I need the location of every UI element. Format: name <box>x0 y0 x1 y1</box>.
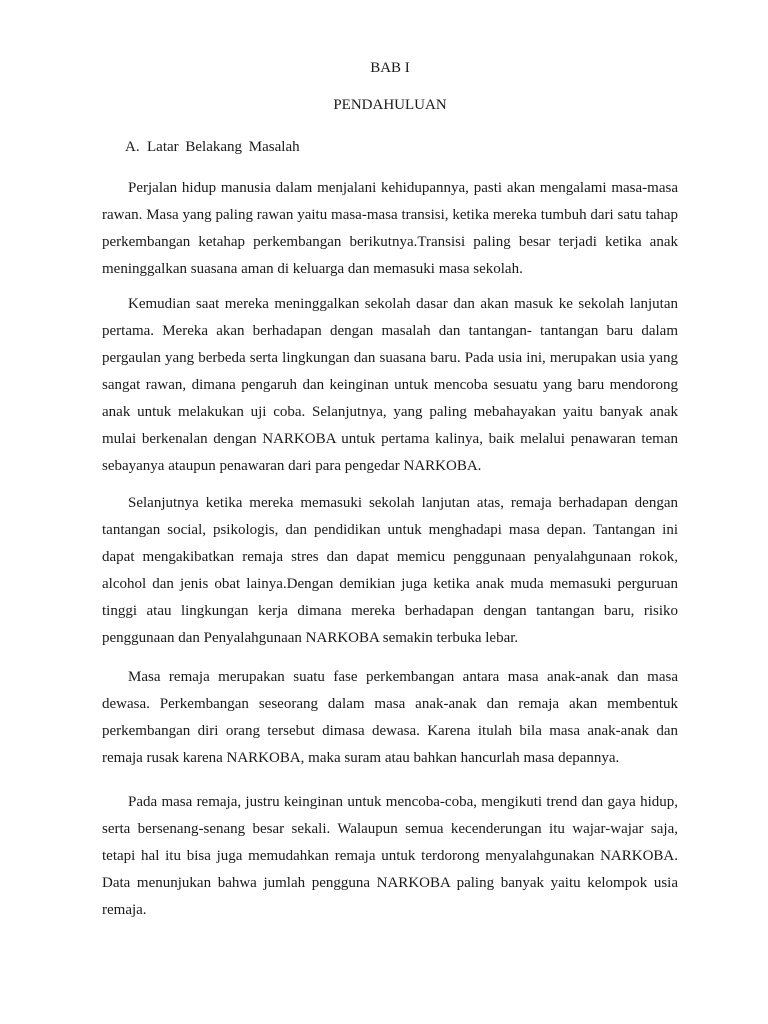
chapter-number: BAB I <box>370 60 410 76</box>
chapter-title: PENDAHULUAN <box>333 97 447 113</box>
paragraph: Masa remaja merupakan suatu fase perkembangan antara masa anak-anak dan masa dewasa. Perkembangan seseorang dalam masa anak-anak dan remaja akan membentuk perkembangan diri orang tersebut dimasa dewasa. Karena itulah bila masa anak-anak dan remaja rusak karena NARKOBA, maka suram atau bahkan hancurlah masa depannya. <box>102 669 678 766</box>
section-marker: A. <box>125 139 140 155</box>
paragraph-2-block <box>102 291 678 480</box>
section-heading <box>125 137 300 157</box>
paragraph: Selanjutnya ketika mereka memasuki sekolah lanjutan atas, remaja berhadapan dengan tantangan social, psikologis, dan pendidikan untuk menghadapi masa depan. Tantangan ini dapat mengakibatkan remaja stres dan dapat memicu penggunaan penyalahgunaan rokok, alcohol dan jenis obat lainya.Dengan demikian juga ketika anak muda memasuki perguruan tinggi atau lingkungan kerja dimana mereka berhadapan dengan tantangan baru, risiko penggunaan dan Penyalahgunaan NARKOBA semakin terbuka lebar. <box>102 495 678 646</box>
paragraph-4-block <box>102 664 678 772</box>
paragraph-1-block <box>102 175 678 283</box>
paragraph-3-block <box>102 490 678 652</box>
paragraph: Pada masa remaja, justru keinginan untuk mencoba-coba, mengikuti trend dan gaya hidup, serta bersenang-senang besar sekali. Walaupun semua kecenderungan itu wajar-wajar saja, tetapi hal itu bisa juga memudahkan remaja untuk terdorong menyalahgunakan NARKOBA. Data menunjukan bahwa jumlah pengguna NARKOBA paling banyak yaitu kelompok usia remaja. <box>102 794 678 918</box>
section-title: Latar Belakang Masalah <box>147 139 300 155</box>
paragraph: Perjalan hidup manusia dalam menjalani kehidupannya, pasti akan mengalami masa-masa rawan. Masa yang paling rawan yaitu masa-masa transisi, ketika mereka tumbuh dari satu tahap perkembangan ketahap perkembangan berikutnya.Transisi paling besar terjadi ketika anak meninggalkan suasana aman di keluarga dan memasuki masa sekolah. <box>102 180 678 277</box>
paragraph-5-block <box>102 789 678 924</box>
paragraph: Kemudian saat mereka meninggalkan sekolah dasar dan akan masuk ke sekolah lanjutan pertama. Mereka akan berhadapan dengan masalah dan tantangan- tantangan baru dalam pergaulan yang berbeda serta lingkungan dan suasana baru. Pada usia ini, merupakan usia yang sangat rawan, dimana pengaruh dan keinginan untuk mencoba sesuatu yang baru mendorong anak untuk melakukan uji coba. Selanjutnya, yang paling mebahayakan yaitu banyak anak mulai berkenalan dengan NARKOBA untuk pertama kalinya, baik melalui penawaran teman sebayanya ataupun penawaran dari para pengedar NARKOBA. <box>102 296 678 474</box>
